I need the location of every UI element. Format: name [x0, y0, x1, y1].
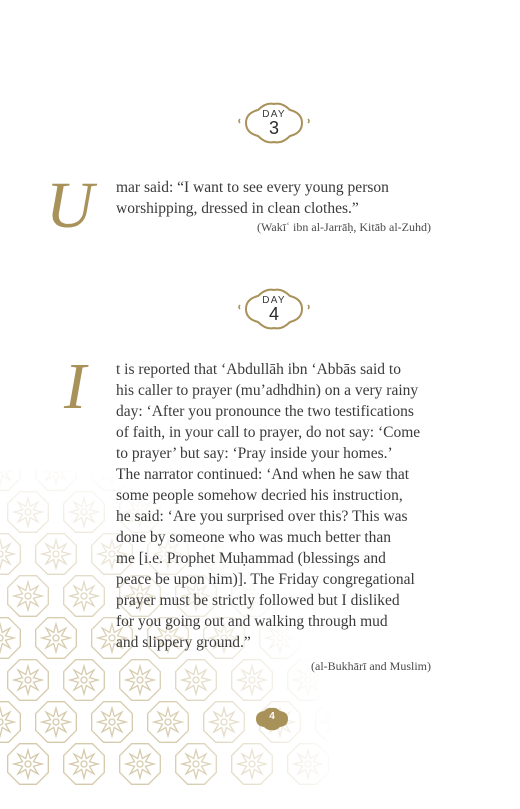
pattern-dot — [81, 761, 87, 767]
pattern-star — [210, 708, 238, 736]
quote-paragraph — [116, 177, 389, 219]
pattern-star — [42, 540, 70, 568]
pattern-star — [294, 750, 322, 778]
pattern-dot — [53, 551, 59, 557]
pattern-dot — [193, 677, 199, 683]
quote-line: and slippery ground.” — [116, 634, 251, 651]
pattern-star — [126, 750, 154, 778]
quote-line: he said: ‘Are you surprised over this? This was — [116, 508, 408, 525]
pattern-star — [182, 666, 210, 694]
quote-line: to prayer’ but say: ‘Pray inside your homes.’ — [116, 445, 393, 462]
source-citation: (al-Bukhārī and Muslim) — [311, 659, 431, 673]
drop-cap: U — [46, 169, 94, 242]
source-citation: (Wakīʿ ibn al-Jarrāḥ, Kitāb al-Zuhd) — [257, 220, 431, 234]
pattern-dot — [221, 719, 227, 725]
pattern-dot — [305, 677, 311, 683]
pattern-dot — [249, 761, 255, 767]
pattern-dot — [81, 593, 87, 599]
pattern-dot — [109, 470, 115, 473]
drop-cap: I — [64, 350, 86, 423]
pattern-dot — [25, 677, 31, 683]
pattern-dot — [53, 470, 59, 473]
pattern-dot — [165, 719, 171, 725]
pattern-star — [98, 708, 126, 736]
quote-line: his caller to prayer (mu’adhdhin) on a very rainy — [116, 382, 419, 399]
quote-line: The narrator continued: ‘And when he saw that — [116, 466, 410, 483]
quote-line: mar said: “I want to see every young person — [116, 179, 389, 196]
pattern-star — [70, 582, 98, 610]
pattern-dot — [109, 635, 115, 641]
pattern-dot — [81, 677, 87, 683]
pattern-dot — [25, 761, 31, 767]
pattern-dot — [109, 719, 115, 725]
pattern-dot — [0, 551, 3, 557]
pattern-dot — [53, 635, 59, 641]
quote-line: of faith, in your call to prayer, do not say: ‘Come — [116, 424, 421, 441]
pattern-dot — [25, 593, 31, 599]
quote-line: some people somehow decried his instruction, — [116, 487, 403, 504]
day-number: 4 — [268, 304, 279, 324]
pattern-dot — [25, 509, 31, 515]
quote-paragraph — [116, 359, 420, 653]
pattern-dot — [81, 509, 87, 515]
day-label: DAY — [262, 109, 286, 120]
pattern-dot — [53, 719, 59, 725]
pattern-star — [322, 708, 330, 736]
pattern-dot — [137, 677, 143, 683]
pattern-star — [238, 750, 266, 778]
day-badge-4 — [236, 286, 312, 332]
pattern-star — [154, 708, 182, 736]
day-badge-3 — [236, 100, 312, 146]
quote-line: peace be upon him)]. The Friday congregational — [116, 571, 415, 588]
pattern-dot — [193, 761, 199, 767]
quote-line: worshipping, dressed in clean clothes.” — [116, 200, 359, 217]
pattern-star — [14, 666, 42, 694]
pattern-star — [14, 498, 42, 526]
pattern-star — [126, 666, 154, 694]
pattern-star — [70, 498, 98, 526]
pattern-star — [14, 750, 42, 778]
quote-line: me [i.e. Prophet Muḥammad (blessings and — [116, 550, 386, 567]
pattern-star — [14, 582, 42, 610]
pattern-dot — [0, 470, 3, 473]
pattern-dot — [0, 635, 3, 641]
day-number: 3 — [268, 118, 279, 138]
quote-line: day: ‘After you pronounce the two testifications — [116, 403, 414, 420]
pattern-star — [0, 540, 14, 568]
pattern-star — [0, 708, 14, 736]
pattern-dot — [137, 761, 143, 767]
page-number: 4 — [269, 711, 275, 722]
pattern-dot — [305, 761, 311, 767]
pattern-star — [238, 666, 266, 694]
quote-line: prayer must be strictly followed but I disliked — [116, 592, 400, 609]
pattern-star — [70, 750, 98, 778]
day-label: DAY — [262, 295, 286, 306]
quote-line: t is reported that ‘Abdullāh ibn ‘Abbās said to — [116, 361, 401, 378]
pattern-dot — [0, 719, 3, 725]
pattern-star — [42, 708, 70, 736]
pattern-star — [70, 666, 98, 694]
pattern-dot — [249, 677, 255, 683]
pattern-star — [42, 624, 70, 652]
quote-line: for you going out and walking through mud — [116, 613, 388, 630]
pattern-star — [0, 624, 14, 652]
pattern-star — [182, 750, 210, 778]
page-number-badge — [252, 706, 292, 732]
pattern-dot — [109, 551, 115, 557]
pattern-star — [42, 470, 70, 484]
quote-line: done by someone who was much better than — [116, 529, 392, 546]
